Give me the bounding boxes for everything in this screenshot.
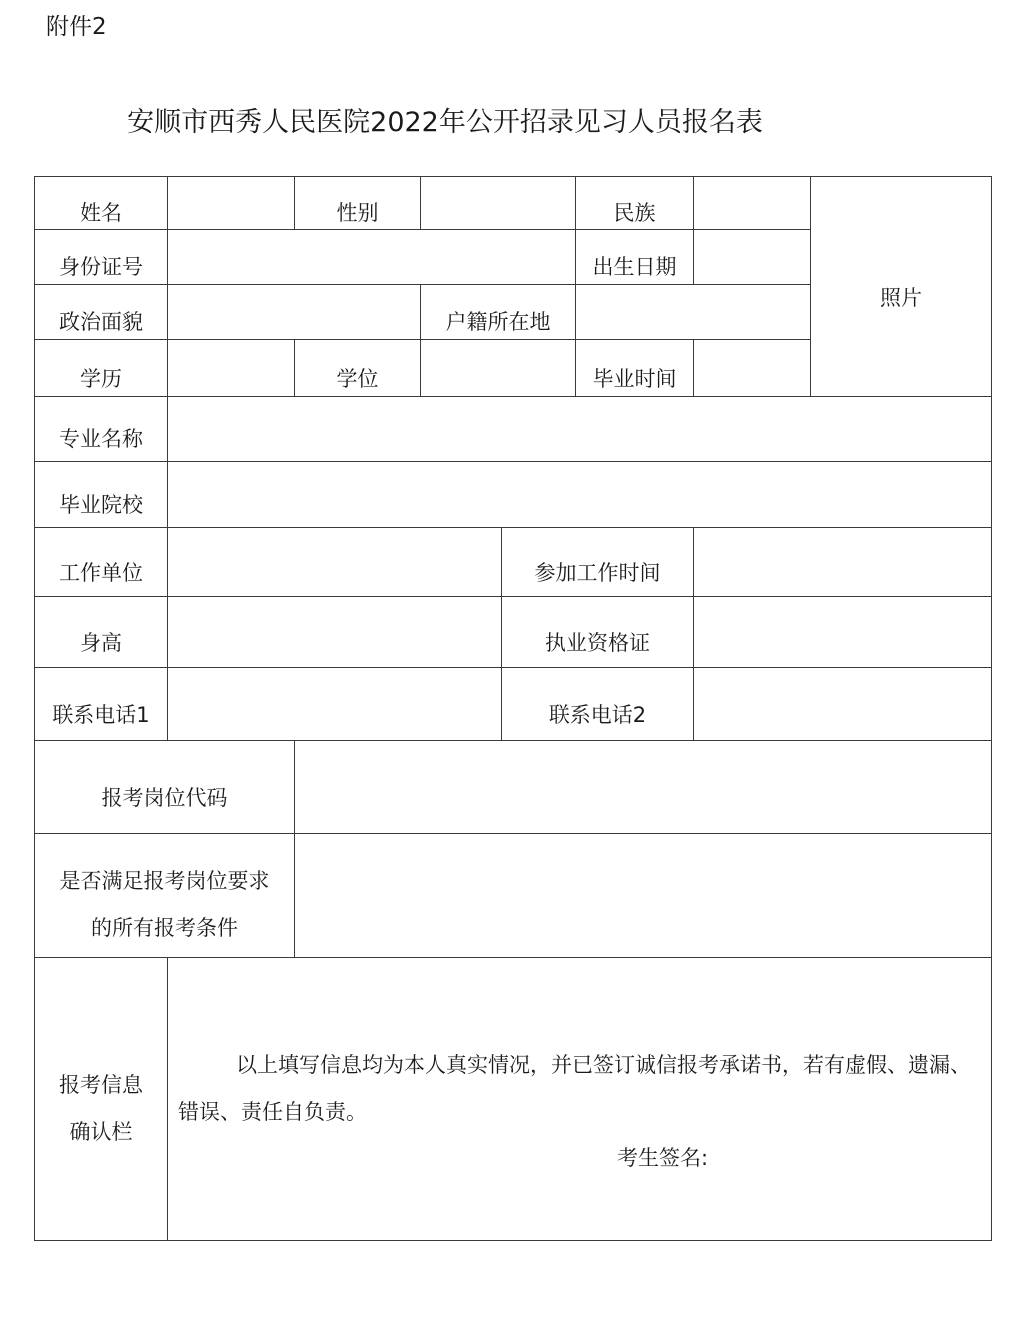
attachment-label: 附件2	[46, 14, 107, 40]
position-code-field[interactable]	[295, 741, 991, 833]
signature-label: 考生签名:	[617, 1146, 709, 1170]
label-ethnicity: 民族	[613, 201, 656, 225]
label-school: 毕业院校	[59, 493, 143, 517]
label-meets-line2: 的所有报考条件	[91, 916, 238, 940]
label-license: 执业资格证	[545, 631, 650, 655]
degree-field[interactable]	[421, 340, 575, 396]
label-household: 户籍所在地	[445, 310, 551, 334]
label-position-code: 报考岗位代码	[101, 786, 228, 810]
label-gender: 性别	[336, 201, 379, 225]
id-number-field[interactable]	[168, 230, 575, 284]
major-field[interactable]	[168, 397, 991, 461]
label-height: 身高	[80, 631, 122, 655]
label-work-unit: 工作单位	[59, 561, 143, 585]
label-name: 姓名	[80, 201, 122, 225]
photo-field[interactable]	[811, 177, 991, 396]
license-field[interactable]	[694, 597, 991, 667]
label-phone1: 联系电话1	[52, 703, 150, 727]
work-start-field[interactable]	[694, 528, 991, 596]
label-confirm-line2: 确认栏	[69, 1120, 133, 1144]
label-meets-requirements	[35, 858, 294, 952]
household-field[interactable]	[576, 285, 810, 339]
pledge-text: 以上填写信息均为本人真实情况，并已签订诚信报考承诺书，若有虚假、遗漏、错误、责任自负责。	[178, 1053, 971, 1124]
label-birth-date: 出生日期	[592, 255, 677, 279]
signature-field[interactable]	[720, 1140, 980, 1180]
grid-line	[167, 957, 168, 1241]
label-graduation-time: 毕业时间	[592, 367, 677, 391]
ethnicity-field[interactable]	[694, 177, 810, 229]
label-phone2: 联系电话2	[548, 703, 647, 727]
meets-requirements-field[interactable]	[295, 834, 991, 957]
political-status-field[interactable]	[168, 285, 420, 339]
label-confirm-line1: 报考信息	[59, 1073, 143, 1097]
label-work-start: 参加工作时间	[534, 561, 661, 585]
height-field[interactable]	[168, 597, 501, 667]
table-border-right	[991, 176, 992, 1241]
label-confirmation	[35, 1062, 167, 1156]
label-major: 专业名称	[59, 427, 143, 451]
label-degree: 学位	[336, 367, 379, 391]
label-meets-line1: 是否满足报考岗位要求	[59, 869, 270, 893]
label-photo: 照片	[880, 286, 922, 310]
school-field[interactable]	[168, 462, 991, 527]
pledge-statement	[178, 1042, 978, 1136]
label-political-status: 政治面貌	[59, 310, 143, 334]
grid-line	[34, 957, 992, 958]
form-title: 安顺市西秀人民医院2022年公开招录见习人员报名表	[127, 107, 763, 138]
phone2-field[interactable]	[694, 668, 991, 740]
table-border-bottom	[34, 1240, 992, 1241]
education-field[interactable]	[168, 340, 294, 396]
birth-date-field[interactable]	[694, 230, 810, 284]
name-field[interactable]	[168, 177, 294, 229]
graduation-time-field[interactable]	[694, 340, 810, 396]
label-education: 学历	[80, 367, 122, 391]
phone1-field[interactable]	[168, 668, 501, 740]
work-unit-field[interactable]	[168, 528, 501, 596]
gender-field[interactable]	[421, 177, 575, 229]
label-id-number: 身份证号	[59, 255, 143, 279]
